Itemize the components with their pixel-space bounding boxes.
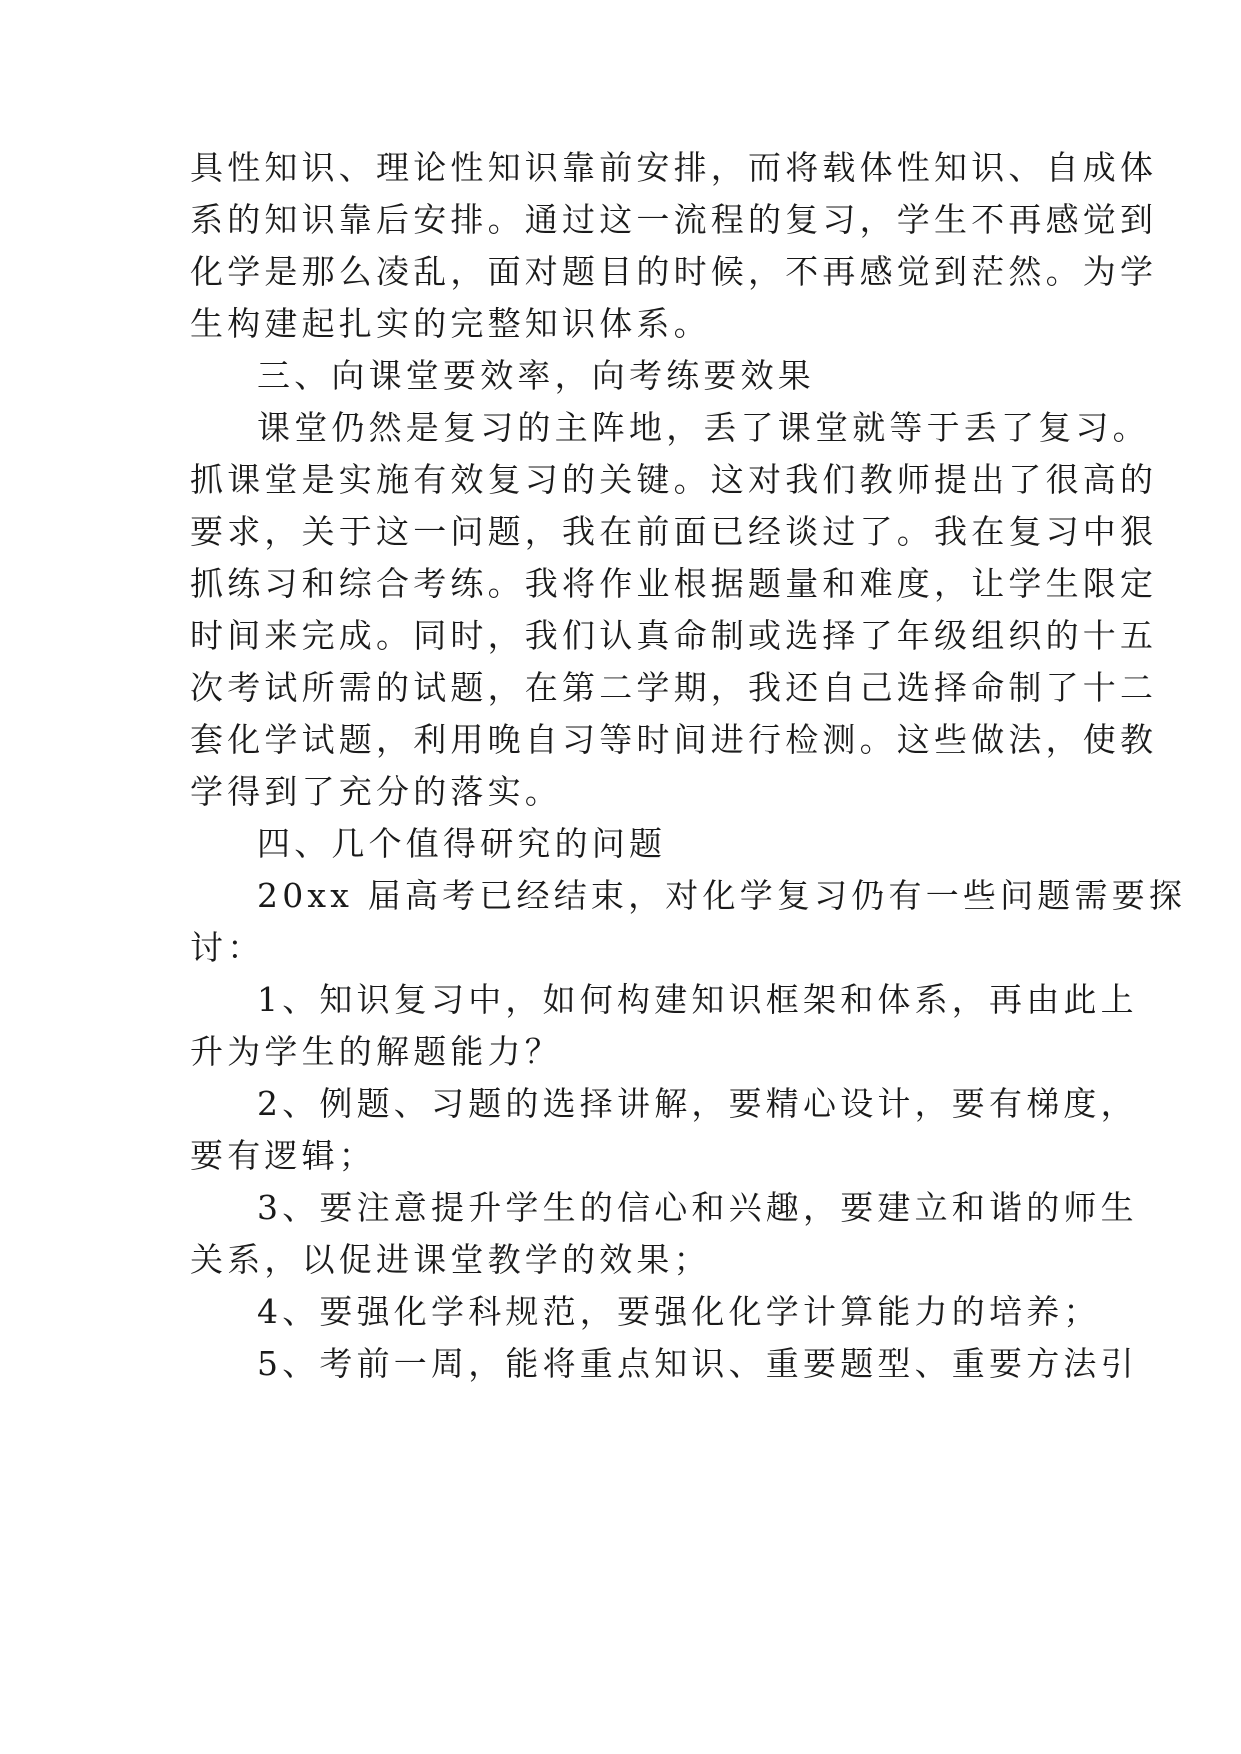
text-line: 要求，关于这一问题，我在前面已经谈过了。我在复习中狠 <box>190 512 1158 551</box>
text-line: 抓练习和综合考练。我将作业根据题量和难度，让学生限定 <box>190 564 1158 603</box>
list-item: 5、考前一周，能将重点知识、重要题型、重要方法引 <box>257 1344 1138 1383</box>
text-line: 时间来完成。同时，我们认真命制或选择了年级组织的十五 <box>190 616 1158 655</box>
text-line: 升为学生的解题能力？ <box>190 1032 562 1071</box>
text-line: 抓课堂是实施有效复习的关键。这对我们教师提出了很高的 <box>190 460 1158 499</box>
list-item: 4、要强化学科规范，要强化化学计算能力的培养； <box>257 1292 1101 1331</box>
text-line: 次考试所需的试题，在第二学期，我还自己选择命制了十二 <box>190 668 1158 707</box>
text-line: 系的知识靠后安排。通过这一流程的复习，学生不再感觉到 <box>190 200 1158 239</box>
text-line: 讨： <box>190 928 265 967</box>
list-item: 2、例题、习题的选择讲解，要精心设计，要有梯度， <box>257 1084 1138 1123</box>
text-line: 课堂仍然是复习的主阵地，丢了课堂就等于丢了复习。 <box>257 408 1150 447</box>
text-line: 套化学试题，利用晚自习等时间进行检测。这些做法，使教 <box>190 720 1158 759</box>
list-item: 3、要注意提升学生的信心和兴趣，要建立和谐的师生 <box>257 1188 1138 1227</box>
text-line: 具性知识、理论性知识靠前安排，而将载体性知识、自成体 <box>190 148 1158 187</box>
text-line: 20xx 届高考已经结束，对化学复习仍有一些问题需要探 <box>257 876 1187 915</box>
text-line: 关系，以促进课堂教学的效果； <box>190 1240 711 1279</box>
text-line: 要有逻辑； <box>190 1136 376 1175</box>
list-item: 1、知识复习中，如何构建知识框架和体系，再由此上 <box>257 980 1138 1019</box>
text-line: 生构建起扎实的完整知识体系。 <box>190 304 711 343</box>
text-line: 化学是那么凌乱，面对题目的时候，不再感觉到茫然。为学 <box>190 252 1158 291</box>
text-line: 学得到了充分的落实。 <box>190 772 562 811</box>
section-heading: 三、向课堂要效率，向考练要效果 <box>257 356 815 395</box>
section-heading: 四、几个值得研究的问题 <box>257 824 667 863</box>
